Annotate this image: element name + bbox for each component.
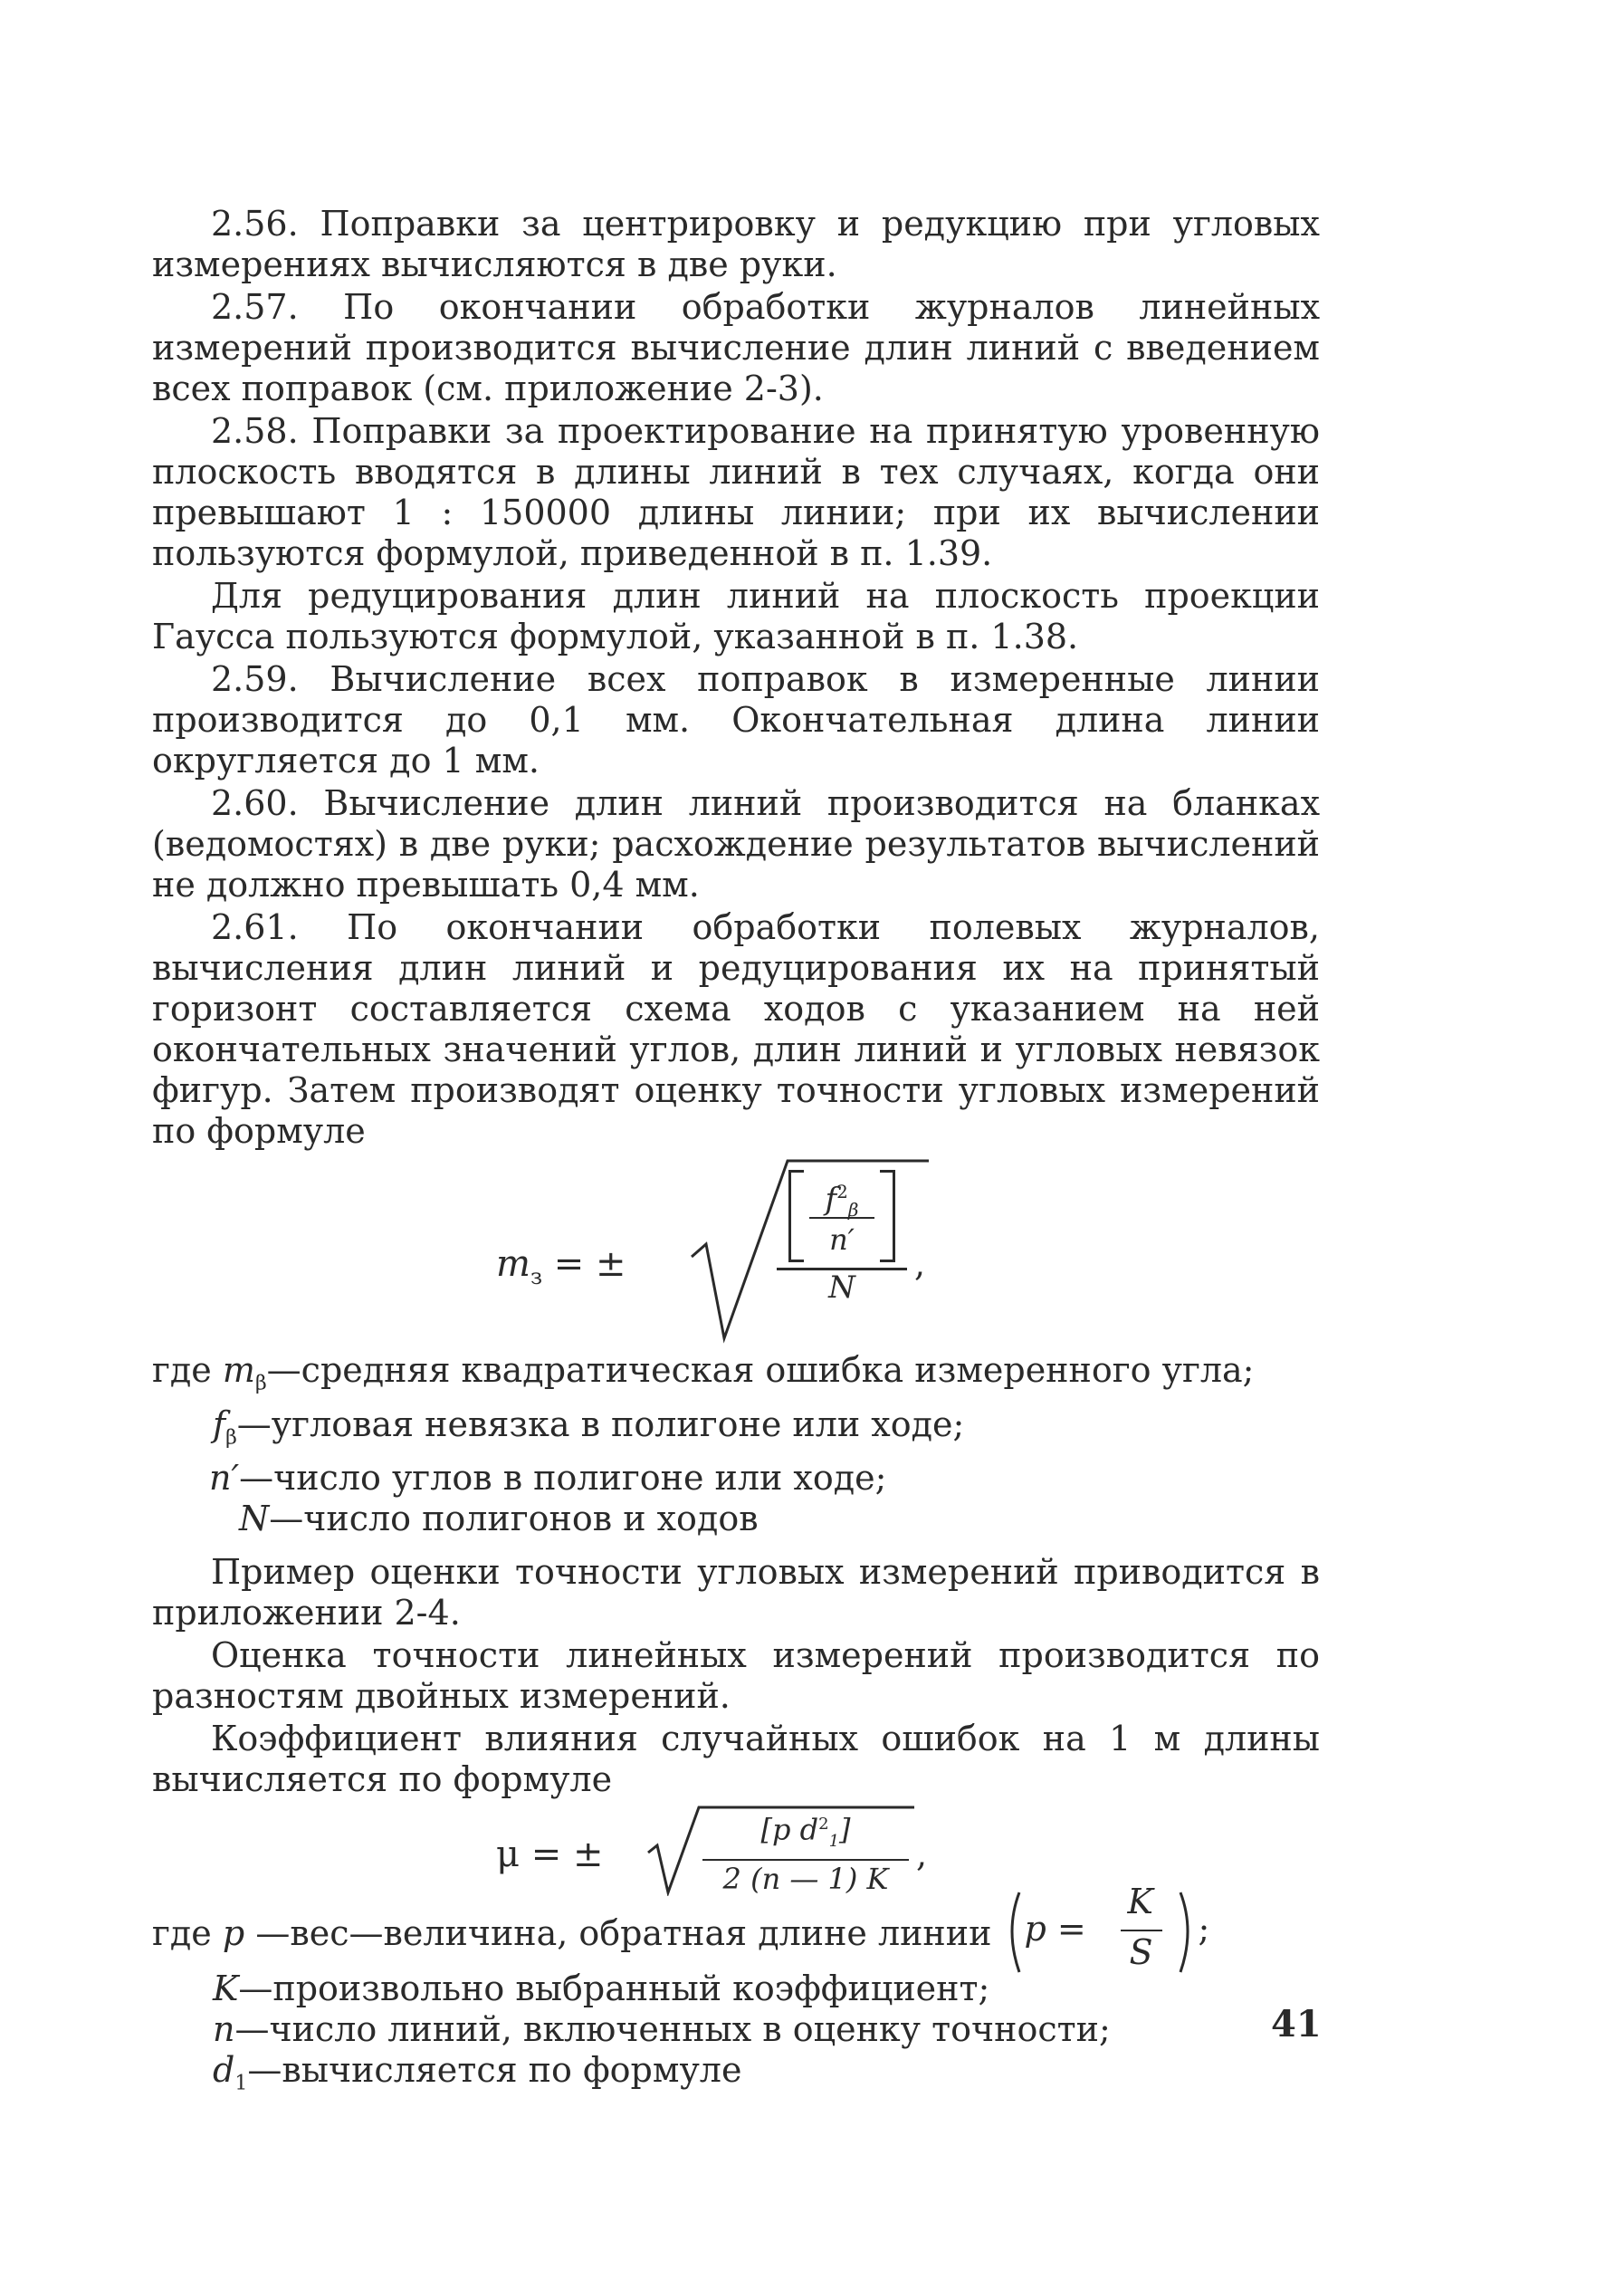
- legend-item: n—число линий, включенных в оценку точности;: [213, 2009, 1111, 2050]
- legend-item: n′—число углов в полигоне или ходе;: [209, 1458, 887, 1499]
- legend-item: N—число полигонов и ходов: [239, 1499, 759, 1539]
- paragraph-linear-accuracy: Оценка точности линейных измерений производится по разностям двойных измерений.: [152, 1635, 1320, 1717]
- weight-formula: p = K S ;: [1003, 1905, 1213, 1956]
- formula1-bracket-sum: $f^2_\beta$ n′: [788, 1170, 895, 1262]
- paragraph-2-57: 2.57. По окончании обработки журналов линейных измерений производится вычисление длин линий с введением всех поправок (см. приложение 2-3).: [152, 287, 1320, 408]
- paragraph-coefficient: Коэффициент влияния случайных ошибок на 1 м длины вычисляется по формуле: [152, 1719, 1320, 1800]
- paragraph-gauss-projection: Для редуцирования длин линий на плоскость проекции Гаусса пользуются формулой, указанной в п. 1.38.: [152, 576, 1320, 656]
- paragraph-2-60: 2.60. Вычисление длин линий производится на бланках (ведомостях) в две руки; расхождение результатов вычислений не должно превышать 0,4 мм.: [152, 783, 1320, 905]
- paragraph-2-59: 2.59. Вычисление всех поправок в измеренные линии производится до 0,1 мм. Окончательная длина линии округляется до 1 мм.: [152, 659, 1320, 781]
- text-column: [152, 204, 1320, 2104]
- paragraph-2-58: 2.58. Поправки за проектирование на принятую уровенную плоскость вводятся в длины линий в тех случаях, когда они превышают 1 : 150000 длины линии; при их вычислении пользуются формулой, приведенной в п. 1.39.: [152, 411, 1320, 573]
- paragraph-example: Пример оценки точности угловых измерений приводится в приложении 2-4.: [152, 1552, 1320, 1633]
- random-error-coefficient-formula: μ = ± [p $d^2_1$] 2 (n — 1) K ,: [152, 1806, 1320, 1903]
- formula2-legend: [152, 1882, 1320, 2104]
- legend-item: $d_1—вычисляется$ по формуле: [213, 2050, 742, 2095]
- paragraph-2-61: 2.61. По окончании обработки полевых журналов, вычисления длин линий и редуцирования их на принятый горизонт составляется схема ходов с указанием на ней окончательных значений углов, длин линий и угловых невязок фигур. Затем производят оценку точности угловых измерений по формуле: [152, 907, 1320, 1151]
- angular-accuracy-formula: $m_з$ = ± $f^2_\beta$ n′ N ,: [152, 1154, 1320, 1348]
- paragraph-2-56: 2.56. Поправки за центрировку и редукцию при угловых измерениях вычисляются в две руки.: [152, 204, 1320, 284]
- legend-item: $f_\beta—угловая$ невязка в полигоне или ходе;: [213, 1403, 965, 1450]
- formula1-legend: [152, 1350, 1320, 1539]
- formula2-fraction: [p $d^2_1$] 2 (n — 1) K: [702, 1807, 909, 1897]
- formula2-lhs: μ = ±: [496, 1834, 604, 1876]
- formula1-fraction: $f^2_\beta$ n′ N: [777, 1170, 907, 1305]
- page-number: 41: [1271, 2003, 1322, 2045]
- legend-item: K—произвольно выбранный коэффициент;: [213, 1969, 990, 2009]
- legend-item: где p —вес—величина, обратная длине линии p = K S ;: [152, 1905, 1320, 1956]
- legend-item: где $m_\beta—средняя$ квадратическая ошибка измеренного угла;: [152, 1350, 1255, 1395]
- formula1-lhs: $m_з$ = ±: [496, 1243, 626, 1289]
